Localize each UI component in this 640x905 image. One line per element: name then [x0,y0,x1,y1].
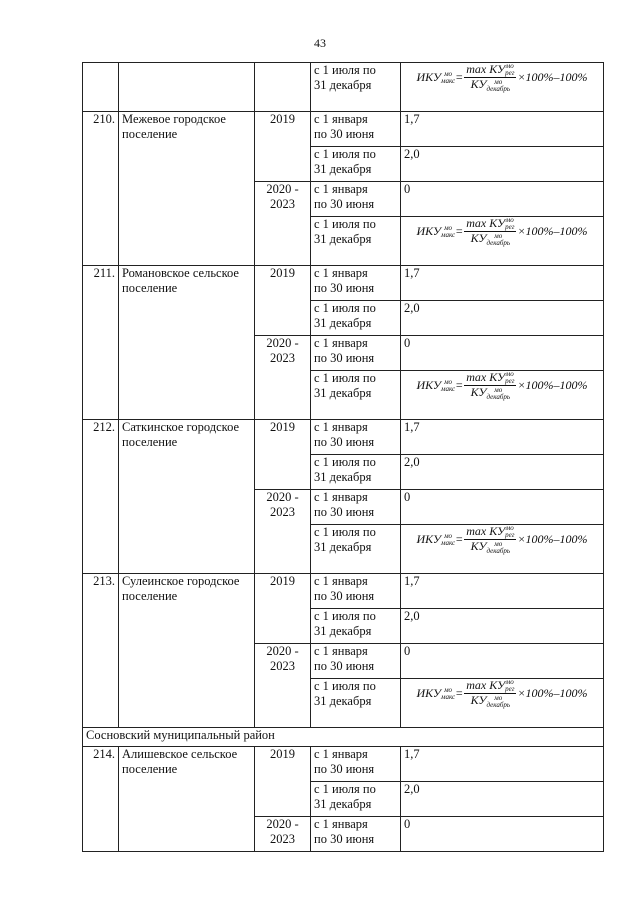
row-number [83,574,119,728]
cell-text: 31 декабря [314,694,372,708]
value-cell [401,455,604,490]
year-cell [255,490,311,574]
cell-text: 2023 [270,659,295,673]
indexation-formula: ИКУ мо макс = max КУ мо рег КУ мо декабрь ×100%–100% [416,62,588,93]
cell-text: Романовское сельское поселение [122,266,239,295]
period-cell [311,679,401,728]
period-cell [311,420,401,455]
cell-text: 2019 [270,112,295,126]
formula-fraction: max КУ мо рег КУ мо декабрь [466,678,515,709]
cell-text: 214. [93,747,115,761]
year-cell [255,574,311,644]
settlement-name [119,574,255,728]
cell-text: 2020 - [266,644,299,658]
cell-text: Алишевское сельское поселение [122,747,238,776]
value-cell [401,112,604,147]
value-cell [401,609,604,644]
formula-lhs: ИКУ [416,532,442,547]
period-cell [311,747,401,782]
table-row [83,112,604,147]
cell-text: Сосновский муниципальный район [86,728,275,742]
cell-text: с 1 июля по [314,455,376,469]
cell-text: 213. [93,574,115,588]
settlement-name [119,112,255,266]
cell-text: 2019 [270,266,295,280]
cell-text: с 1 июля по [314,371,376,385]
cell-text: 31 декабря [314,797,372,811]
cell-text: с 1 января [314,490,368,504]
cell-text: с 1 июля по [314,609,376,623]
period-cell [311,182,401,217]
cell-text: Сулеинское городское поселение [122,574,240,603]
period-cell [311,217,401,266]
cell-text: 2020 - [266,817,299,831]
cell-text: 31 декабря [314,470,372,484]
value-cell [401,266,604,301]
cell-text: с 1 июля по [314,217,376,231]
cell-text: Межевое городское поселение [122,112,226,141]
cell-text: с 1 января [314,420,368,434]
period-cell [311,455,401,490]
value-cell [401,147,604,182]
cell-text: с 1 июля по [314,782,376,796]
cell-text: с 1 января [314,266,368,280]
cell-text: с 1 июля по [314,301,376,315]
cell-text: 31 декабря [314,162,372,176]
period-cell [311,301,401,336]
cell-text: 0 [404,182,411,196]
value-cell [401,747,604,782]
cell-text: 1,7 [404,266,420,280]
year-cell [255,266,311,336]
cell-text: с 1 июля по [314,679,376,693]
period-cell [311,112,401,147]
row-number [83,112,119,266]
cell-text: 31 декабря [314,232,372,246]
cell-text: 1,7 [404,112,420,126]
settlement-name [119,747,255,852]
cell-text: 2,0 [404,147,420,161]
indexation-formula: ИКУ мо макс = max КУ мо рег КУ мо декабрь ×100%–100% [416,524,588,555]
tariff-table [82,62,604,852]
cell-text: с 1 июля по [314,63,376,77]
cell-text: 2019 [270,420,295,434]
num-cell [83,63,119,112]
cell-text: 212. [93,420,115,434]
cell-text: с 1 января [314,182,368,196]
period-cell [311,490,401,525]
cell-text: по 30 июня [314,589,375,603]
cell-text: по 30 июня [314,197,375,211]
year-cell [255,63,311,112]
settlement-name [119,420,255,574]
cell-text: 2023 [270,832,295,846]
table-row [83,574,604,609]
cell-text: с 1 января [314,336,368,350]
cell-text: 31 декабря [314,386,372,400]
value-cell [401,301,604,336]
year-cell [255,182,311,266]
period-cell [311,63,401,112]
cell-text: 2,0 [404,782,420,796]
cell-text: 2020 - [266,336,299,350]
formula-cell [401,679,604,728]
formula-lhs: ИКУ [416,378,442,393]
formula-lhs: ИКУ [416,224,442,239]
table-row [83,747,604,782]
value-cell [401,420,604,455]
cell-text: 0 [404,336,411,350]
cell-text: 31 декабря [314,624,372,638]
period-cell [311,782,401,817]
period-cell [311,817,401,852]
cell-text: 2019 [270,574,295,588]
period-cell [311,574,401,609]
cell-text: 1,7 [404,574,420,588]
cell-text: 2023 [270,505,295,519]
period-cell [311,371,401,420]
cell-text: 2023 [270,351,295,365]
cell-text: 2,0 [404,455,420,469]
year-cell [255,817,311,852]
formula-cell [401,525,604,574]
page-number: 43 [314,36,326,50]
formula-fraction: max КУ мо рег КУ мо декабрь [466,524,515,555]
year-cell [255,644,311,728]
cell-text: 1,7 [404,420,420,434]
period-cell [311,266,401,301]
value-cell [401,490,604,525]
indexation-formula: ИКУ мо макс = max КУ мо рег КУ мо декабрь ×100%–100% [416,678,588,709]
cell-text: с 1 января [314,112,368,126]
cell-text: 1,7 [404,747,420,761]
formula-fraction: max КУ мо рег КУ мо декабрь [466,62,515,93]
formula-lhs: ИКУ [416,70,442,85]
row-number [83,266,119,420]
value-cell [401,336,604,371]
value-cell [401,644,604,679]
table-row [83,420,604,455]
row-number [83,420,119,574]
cell-text: 31 декабря [314,316,372,330]
cell-text: 210. [93,112,115,126]
cell-text: 31 декабря [314,78,372,92]
cell-text: по 30 июня [314,281,375,295]
period-cell [311,525,401,574]
value-cell [401,182,604,217]
cell-text: с 1 января [314,574,368,588]
cell-text: 0 [404,644,411,658]
year-cell [255,747,311,817]
cell-text: с 1 июля по [314,147,376,161]
formula-fraction: max КУ мо рег КУ мо декабрь [466,216,515,247]
cell-text: 2,0 [404,301,420,315]
value-cell [401,817,604,852]
cell-text: по 30 июня [314,351,375,365]
formula-cell [401,371,604,420]
period-cell [311,336,401,371]
cell-text: по 30 июня [314,505,375,519]
district-row [83,728,604,747]
table-row-continuation [83,63,604,112]
cell-text: 2020 - [266,182,299,196]
cell-text: с 1 июля по [314,525,376,539]
indexation-formula: ИКУ мо макс = max КУ мо рег КУ мо декабрь ×100%–100% [416,216,588,247]
cell-text: 2,0 [404,609,420,623]
table-row [83,266,604,301]
formula-fraction: max КУ мо рег КУ мо декабрь [466,370,515,401]
year-cell [255,336,311,420]
cell-text: 31 декабря [314,540,372,554]
settlement-name [119,266,255,420]
formula-cell [401,63,604,112]
name-cell [119,63,255,112]
value-cell [401,574,604,609]
indexation-formula: ИКУ мо макс = max КУ мо рег КУ мо декабрь ×100%–100% [416,370,588,401]
row-number [83,747,119,852]
year-cell [255,112,311,182]
cell-text: с 1 января [314,644,368,658]
year-cell [255,420,311,490]
cell-text: 211. [93,266,115,280]
cell-text: 2023 [270,197,295,211]
cell-text: по 30 июня [314,659,375,673]
cell-text: с 1 января [314,747,368,761]
period-cell [311,644,401,679]
period-cell [311,147,401,182]
cell-text: по 30 июня [314,762,375,776]
cell-text: 0 [404,490,411,504]
value-cell [401,782,604,817]
cell-text: по 30 июня [314,435,375,449]
cell-text: по 30 июня [314,832,375,846]
formula-lhs: ИКУ [416,686,442,701]
formula-cell [401,217,604,266]
cell-text: 0 [404,817,411,831]
cell-text: 2019 [270,747,295,761]
period-cell [311,609,401,644]
cell-text: Саткинское городское поселение [122,420,240,449]
district-name [83,728,604,747]
cell-text: по 30 июня [314,127,375,141]
cell-text: 2020 - [266,490,299,504]
cell-text: с 1 января [314,817,368,831]
